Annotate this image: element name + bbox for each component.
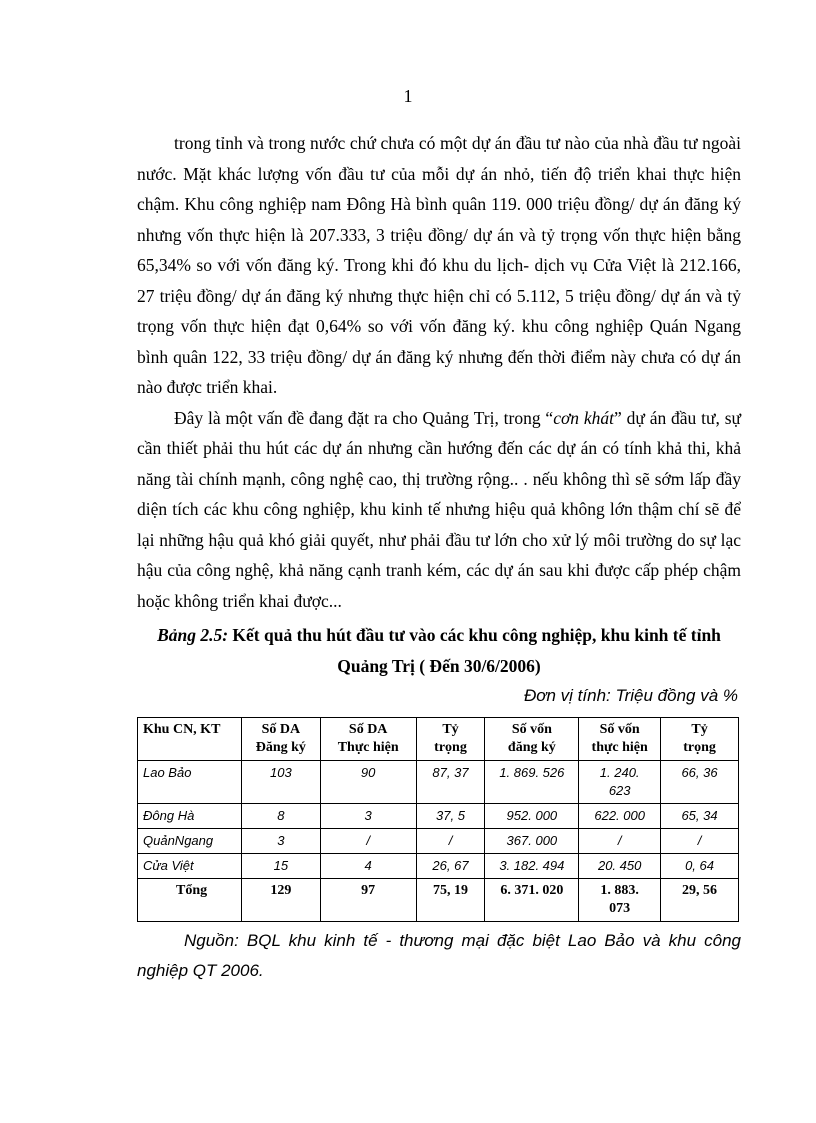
cell-line: 37, 5	[436, 808, 465, 823]
cell-line: trọng	[434, 740, 467, 755]
zone-name	[138, 761, 242, 804]
table-cell	[241, 829, 320, 854]
unit-note: Đơn vị tính: Triệu đồng và %	[523, 686, 738, 705]
table-cell	[485, 854, 579, 879]
cell-line: 75, 19	[433, 883, 468, 898]
table-cell	[661, 879, 739, 922]
zone-name	[138, 854, 242, 879]
table-cell	[320, 879, 416, 922]
cell-line: Thực hiện	[337, 740, 399, 755]
cell-line: 3	[364, 808, 372, 823]
table-cell	[579, 854, 661, 879]
total-label	[138, 879, 242, 922]
table-body	[138, 761, 739, 922]
header-capital-ratio	[661, 718, 739, 761]
zone-name	[138, 829, 242, 854]
cell-line: Số DA	[261, 722, 301, 737]
cell-line: 129	[270, 883, 292, 898]
cell-line: /	[617, 833, 622, 848]
cell-line: Số vốn	[599, 722, 640, 737]
cell-line: 29, 56	[682, 883, 718, 898]
table-row	[138, 829, 739, 854]
table-total-row	[138, 879, 739, 922]
table-cell	[416, 761, 485, 804]
table-caption-label: Bảng 2.5:	[157, 625, 229, 645]
table-cell	[320, 804, 416, 829]
cell-line: 103	[269, 765, 292, 780]
table-cell	[661, 854, 739, 879]
table-cell	[416, 879, 485, 922]
cell-line: 952. 000	[506, 808, 558, 823]
header-implemented-projects	[320, 718, 416, 761]
body-text	[137, 128, 741, 616]
cell-line: /	[697, 833, 702, 848]
paragraph-2-end: ” dự án đầu tư, sự cần thiết phải thu hút các dự án nhưng cần hướng đến các dự án có tính khả thi, khả năng tài chính mạnh, công nghệ cao, thị trường rộng.. . nếu không thì sẽ sớm lấp đầy diện tích các khu công nghiệp, khu kinh tế nhưng hiệu quả không lớn thậm chí sẽ để lại những hậu quả khó giải quyết, như phải đầu tư lớn cho xử lý môi trường do sự lạc hậu của công nghệ, khả năng cạnh tranh kém, các dự án sau khi được cấp phép chậm hoặc không triển khai được...	[137, 407, 741, 611]
paragraph-2	[137, 403, 741, 617]
cell-line: 3. 182. 494	[499, 858, 565, 873]
table-cell	[416, 854, 485, 879]
cell-line: 0, 64	[685, 858, 714, 873]
cell-line: 8	[277, 808, 285, 823]
cell-line: QuảnNgang	[143, 833, 214, 848]
cell-line: /	[448, 833, 453, 848]
cell-line: Tỷ	[691, 722, 708, 737]
table-caption	[137, 620, 741, 682]
table-cell	[241, 854, 320, 879]
table-cell	[579, 804, 661, 829]
cell-line: 4	[364, 858, 372, 873]
table-cell	[485, 829, 579, 854]
header-zone: Khu CN, KT	[138, 718, 242, 761]
header-registered-projects	[241, 718, 320, 761]
page-number: 1	[403, 86, 413, 106]
header-project-ratio	[416, 718, 485, 761]
table-cell	[579, 829, 661, 854]
cell-line: 20. 450	[597, 858, 642, 873]
cell-line: /	[366, 833, 370, 848]
cell-line: trọng	[683, 740, 716, 755]
table-cell	[661, 761, 739, 804]
table-row	[138, 804, 739, 829]
table-caption-title: Kết quả thu hút đầu tư vào các khu công nghiệp, khu kinh tế tỉnh Quảng Trị ( Đến 30/6/2006)	[228, 625, 721, 676]
cell-line: 1. 883.	[600, 883, 639, 898]
cell-line: 87, 37	[432, 765, 469, 780]
cell-line: 15	[273, 858, 289, 873]
table-cell	[416, 804, 485, 829]
table-row	[138, 854, 739, 879]
cell-line: 66, 36	[681, 765, 718, 780]
paragraph-1: trong tỉnh và trong nước chứ chưa có một dự án đầu tư nào của nhà đầu tư ngoài nước. Mặt khác lượng vốn đầu tư của mỗi dự án nhỏ, tiến độ triển khai thực hiện chậm. Khu công nghiệp nam Đông Hà bình quân 119. 000 triệu đồng/ dự án đăng ký nhưng vốn thực hiện là 207.333, 3 triệu đồng/ dự án và tỷ trọng vốn thực hiện bằng 65,34% so với vốn đăng ký. Trong khi đó khu du lịch- dịch vụ Cửa Việt là 212.166, 27 triệu đồng/ dự án đăng ký nhưng thực hiện chỉ có 5.112, 5 triệu đồng/ dự án và tỷ trọng vốn thực hiện đạt 0,64% so với vốn đăng ký. khu công nghiệp Quán Ngang bình quân 122, 33 triệu đồng/ dự án đăng ký nhưng đến thời điểm này chưa có dự án nào được triển khai.	[137, 133, 741, 397]
source-note: Nguồn: BQL khu kinh tế - thương mại đặc biệt Lao Bảo và khu công nghiệp QT 2006.	[137, 931, 741, 980]
cell-line: Lao Bảo	[143, 765, 192, 780]
cell-line: 6. 371. 020	[500, 883, 564, 898]
header-implemented-capital	[579, 718, 661, 761]
paragraph-2-emphasis: cơn khát	[553, 407, 615, 428]
cell-line: 1. 240.	[599, 765, 640, 780]
cell-line: 65, 34	[681, 808, 718, 823]
cell-line: 26, 67	[432, 858, 469, 873]
cell-line: 073	[609, 901, 631, 916]
cell-line: Số vốn	[511, 722, 552, 737]
table-cell	[661, 829, 739, 854]
cell-line: đăng ký	[507, 740, 556, 755]
cell-line: 1. 869. 526	[499, 765, 565, 780]
header-registered-capital	[485, 718, 579, 761]
table-cell	[241, 761, 320, 804]
table-row	[138, 761, 739, 804]
table-header-row	[138, 718, 739, 761]
table-cell	[320, 854, 416, 879]
cell-line: thực hiện	[591, 740, 648, 755]
table-cell	[579, 761, 661, 804]
cell-line: Tổng	[176, 883, 208, 898]
cell-line: 623	[608, 783, 631, 798]
cell-line: 90	[360, 765, 376, 780]
table-cell	[661, 804, 739, 829]
cell-line: 367. 000	[506, 833, 558, 848]
table-cell	[485, 804, 579, 829]
cell-line: Tỷ	[442, 722, 459, 737]
cell-line: Đông Hà	[143, 808, 195, 823]
table-cell	[485, 879, 579, 922]
cell-line: 622. 000	[594, 808, 645, 823]
zone-name	[138, 804, 242, 829]
investment-table	[137, 717, 739, 922]
table-cell	[241, 879, 320, 922]
cell-line: Cửa Việt	[143, 858, 194, 873]
paragraph-2-start: Đây là một vấn đề đang đặt ra cho Quảng Trị, trong “	[174, 407, 554, 428]
table-cell	[416, 829, 485, 854]
table-cell	[320, 761, 416, 804]
table-cell	[320, 829, 416, 854]
cell-line: Số DA	[348, 722, 388, 737]
cell-line: 3	[277, 833, 285, 848]
cell-line: Đăng ký	[255, 740, 306, 755]
table-cell	[241, 804, 320, 829]
table-cell	[485, 761, 579, 804]
cell-line: 97	[361, 883, 376, 898]
table-cell	[579, 879, 661, 922]
